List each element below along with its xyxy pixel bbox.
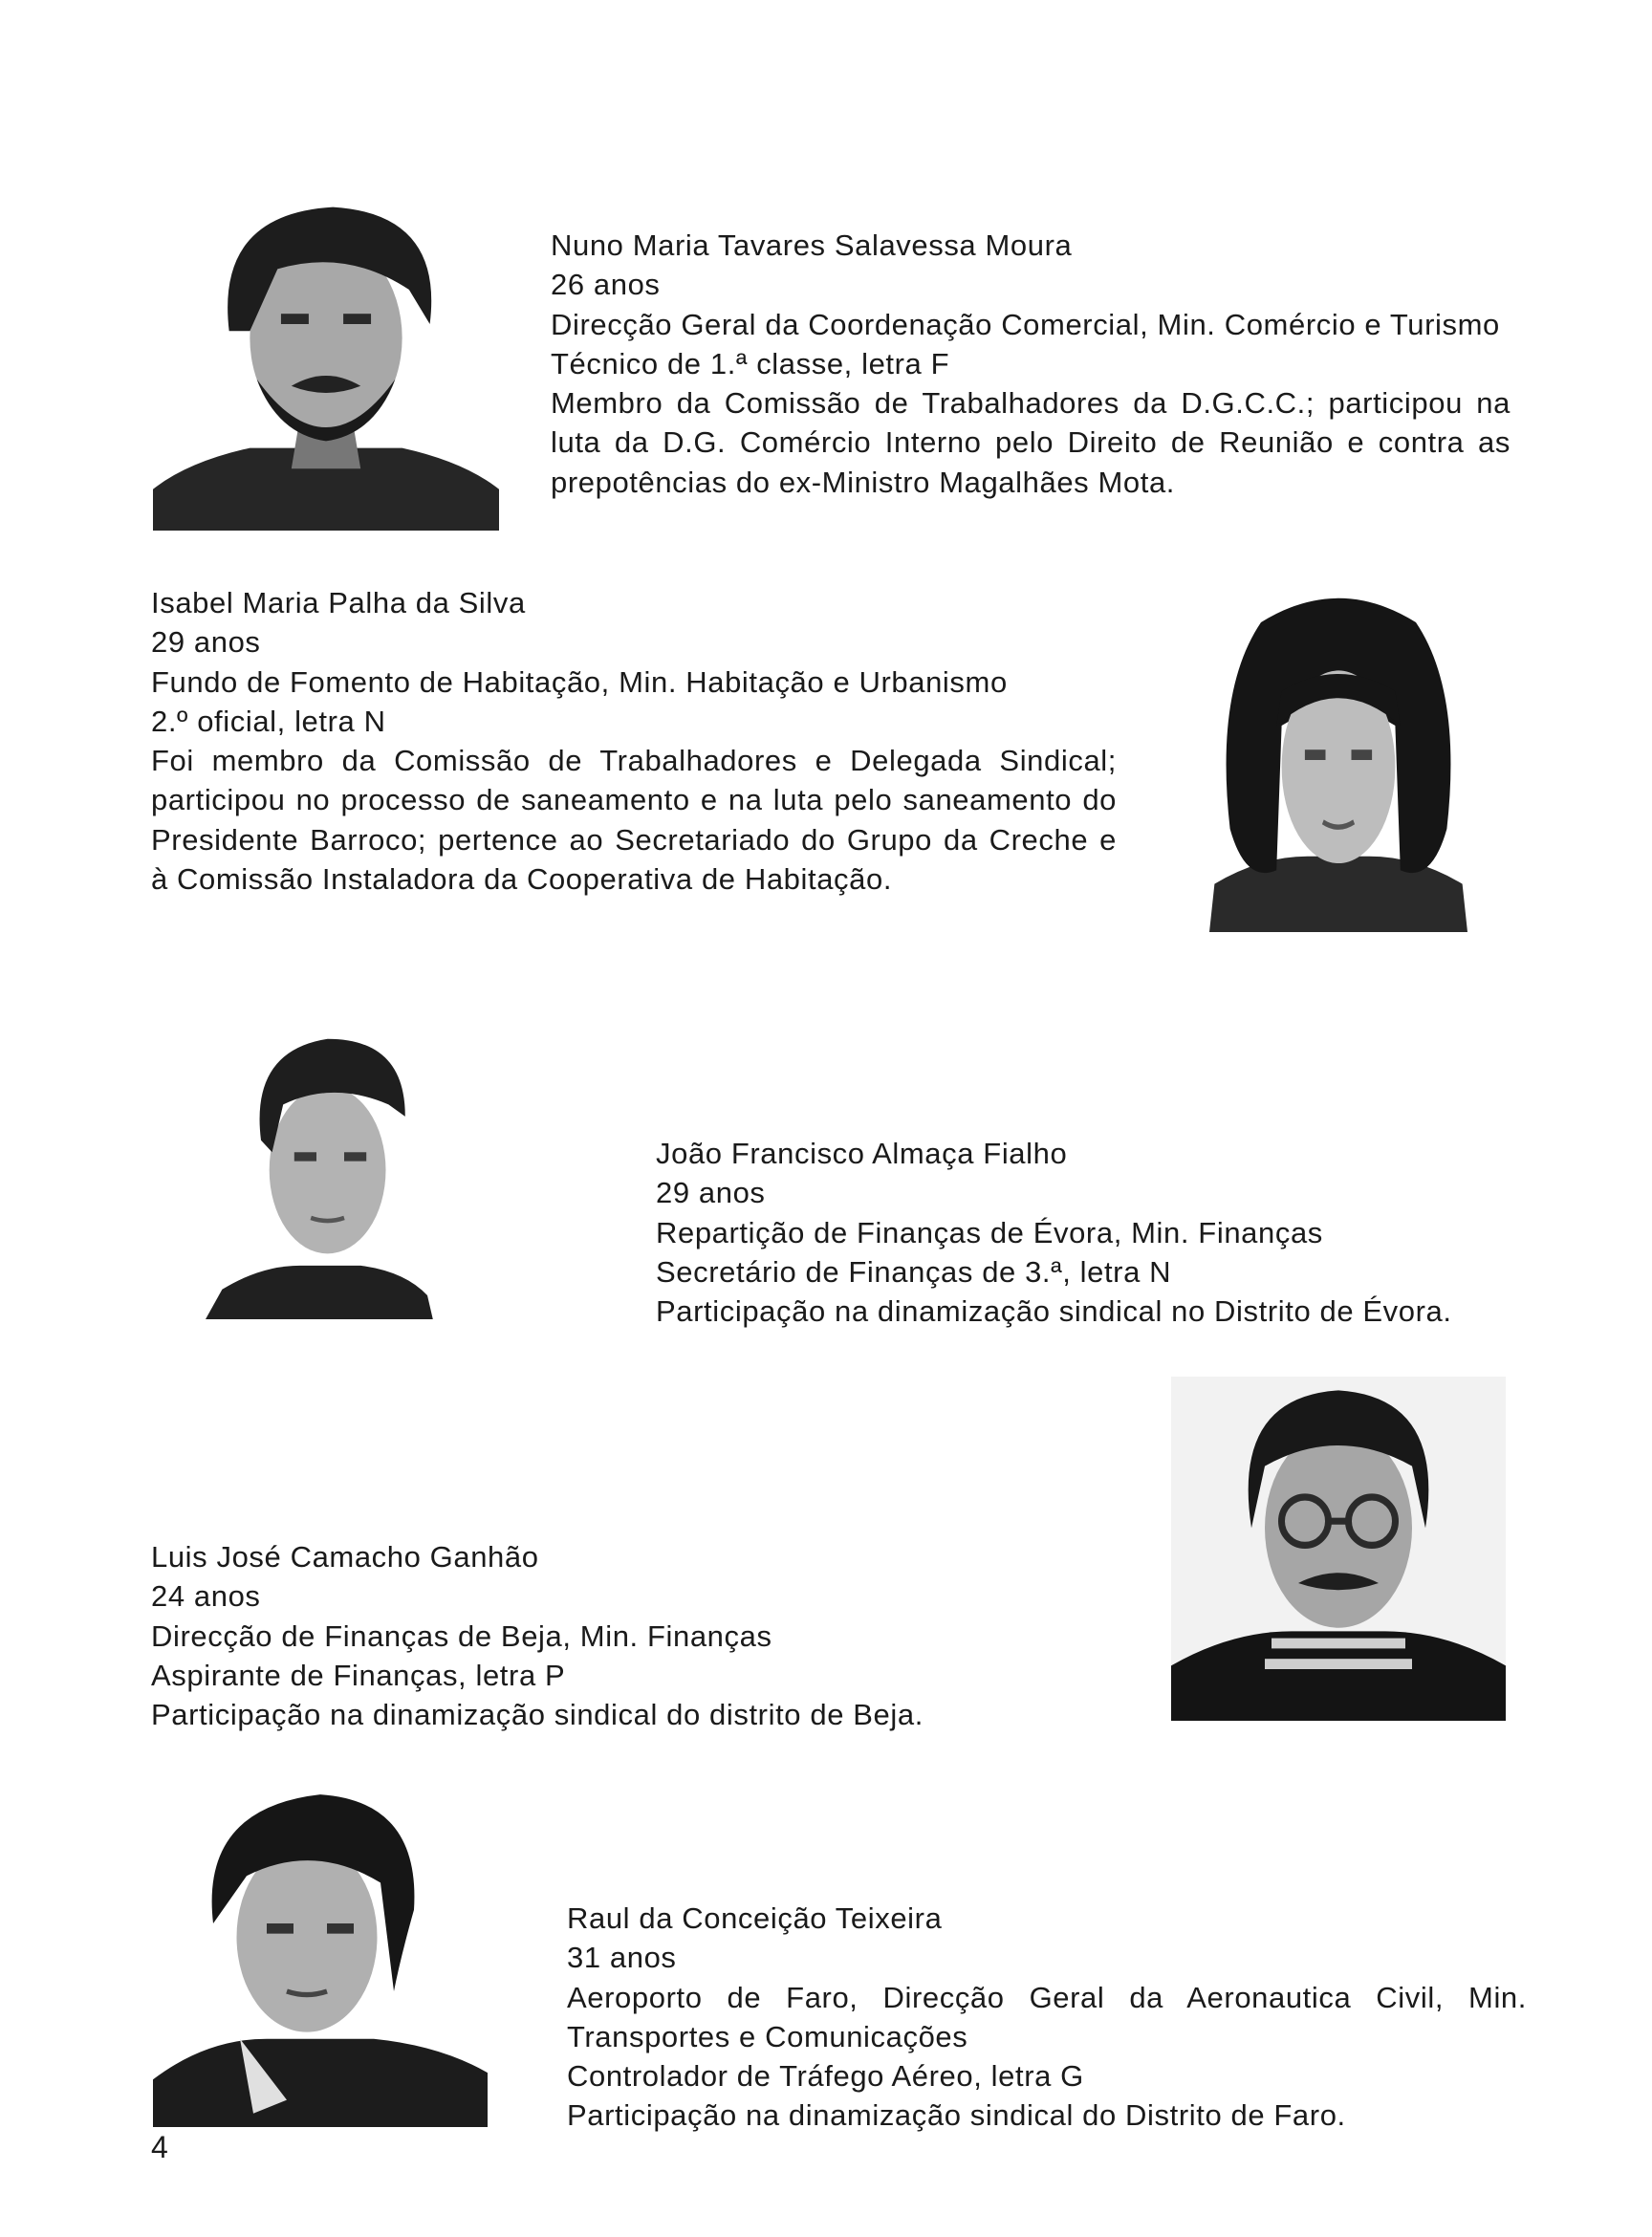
bio-raul	[567, 1899, 1527, 2136]
person-position: Secretário de Finanças de 3.ª, letra N	[656, 1254, 1172, 1289]
page-number: 4	[151, 2130, 168, 2164]
portrait-photo-raul	[153, 1788, 488, 2127]
bio-luis	[151, 1537, 1011, 1734]
person-workplace: Aeroporto de Faro, Direcção Geral da Aeronautica Civil, Min. Transportes e Comunicações	[567, 1980, 1527, 2053]
person-name: Raul da Conceição Teixeira	[567, 1901, 943, 1935]
person-activity: Participação na dinamização sindical do distrito de Beja.	[151, 1698, 924, 1732]
person-workplace: Repartição de Finanças de Évora, Min. Finanças	[656, 1215, 1323, 1249]
person-name: Nuno Maria Tavares Salavessa Moura	[551, 228, 1073, 262]
bio-nuno	[551, 226, 1511, 502]
portrait-photo-nuno	[153, 186, 499, 531]
person-position: Controlador de Tráfego Aéreo, letra G	[567, 2059, 1084, 2094]
bio-joao	[656, 1134, 1516, 1331]
person-activity: Participação na dinamização sindical do Distrito de Faro.	[567, 2098, 1346, 2133]
person-workplace: Direcção de Finanças de Beja, Min. Finanças	[151, 1618, 772, 1653]
person-name: João Francisco Almaça Fialho	[656, 1137, 1068, 1170]
portrait-photo-joao	[206, 1021, 483, 1319]
bio-isabel	[151, 583, 1117, 899]
person-age: 29 anos	[656, 1176, 766, 1210]
person-workplace: Fundo de Fomento de Habitação, Min. Habitação e Urbanismo	[151, 664, 1008, 699]
person-workplace: Direcção Geral da Coordenação Comercial, Min. Comércio e Turismo	[551, 307, 1500, 341]
person-age: 31 anos	[567, 1941, 677, 1975]
person-activity: Participação na dinamização sindical no Distrito de Évora.	[656, 1294, 1452, 1329]
person-name: Luis José Camacho Ganhão	[151, 1540, 539, 1574]
person-name: Isabel Maria Palha da Silva	[151, 586, 526, 619]
person-age: 24 anos	[151, 1579, 261, 1614]
person-age: 29 anos	[151, 625, 261, 660]
portrait-photo-isabel	[1209, 588, 1467, 932]
portrait-photo-luis	[1171, 1377, 1506, 1721]
person-position: Técnico de 1.ª classe, letra F	[551, 346, 950, 380]
person-activity: Foi membro da Comissão de Trabalhadores e Delegada Sindical; participou no processo de saneamento e na luta pelo saneamento do Presidente Barroco; pertence ao Secretariado do Grupo da Creche e à Comissão Instaladora da Cooperativa de Habitação.	[151, 744, 1117, 897]
person-position: Aspirante de Finanças, letra P	[151, 1658, 566, 1692]
person-activity: Membro da Comissão de Trabalhadores da D.G.C.C.; participou na luta da D.G. Comércio Interno pelo Direito de Reunião e contra as prepotências do ex-Ministro Magalhães Mota.	[551, 386, 1511, 499]
person-age: 26 anos	[551, 268, 661, 302]
person-position: 2.º oficial, letra N	[151, 704, 386, 738]
